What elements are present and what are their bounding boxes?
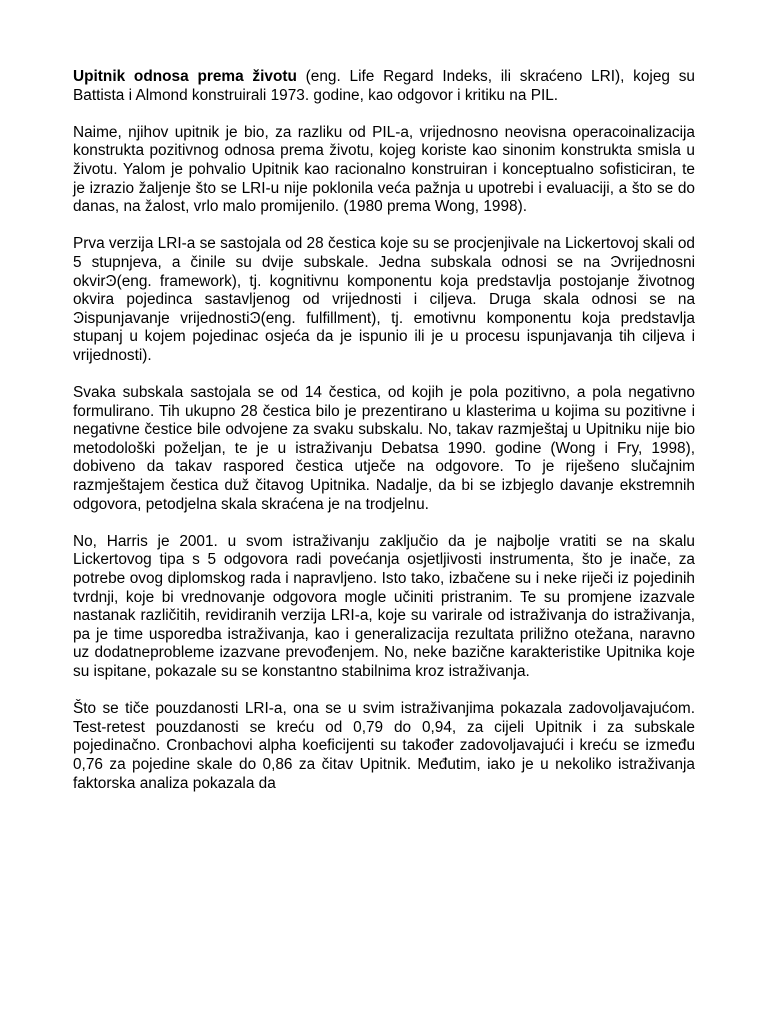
paragraph-3: Prva verzija LRI-a se sastojala od 28 čestica koje su se procjenjivale na Lickertovoj skali od 5 stupnjeva, a činile su dvije subskale. Jedna subskala odnosi se na Ͽvrijednosni okvirϿ(eng. framework), tj. kognitivnu komponentu koja predstavlja postojanje životnog okvira pojedinca sastavljenog od vrijednosti i ciljeva. Druga skala odnosi se na Ͽispunjavanje vrijednostiϿ(eng. fulfillment), tj. emotivnu komponentu koja predstavlja stupanj u kojem pojedinac osjeća da je ispunio ili je u procesu ispunjavanja tih ciljeva i vrijednosti).: [73, 235, 695, 364]
paragraph-5: No, Harris je 2001. u svom istraživanju zaključio da je najbolje vratiti se na skalu Lickertovog tipa s 5 odgovora radi povećanja osjetljivosti instrumenta, što je inače, za potrebe ovog diplomskog rada i napravljeno. Isto tako, izbačene su i neke riječi iz pojedinih tvrdnji, koje bi vrednovanje odgovora mogle učiniti pristranim. Te su promjene izazvale nastanak različitih, revidiranih verzija LRI-a, koje su varirale od istraživanja do istraživanja, pa je time usporedba istraživanja, kao i generalizacija rezultata priližno otežana, naravno uz dodatneprobleme izazvane prevođenjem. No, neke bazične karakteristike Upitnika koje su ispitane, pokazale su se konstantno stabilnima kroz istraživanja.: [73, 532, 695, 680]
paragraph-1: [73, 68, 695, 105]
paragraph-2: Naime, njihov upitnik je bio, za razliku od PIL-a, vrijednosno neovisna operacoinalizacija konstrukta pozitivnog odnosa prema životu, kojeg koriste kao sinonim konstrukta smisla u životu. Yalom je pohvalio Upitnik kao racionalno konstruiran i konceptualno sofisticiran, te je izrazio žaljenje što se LRI-u nije poklonila veća pažnja u upotrebi i evaluaciji, a što se do danas, na žalost, vrlo malo promijenilo. (1980 prema Wong, 1998).: [73, 123, 695, 216]
paragraph-6: Što se tiče pouzdanosti LRI-a, ona se u svim istraživanjima pokazala zadovoljavajućom. Test-retest pouzdanosti se kreću od 0,79 do 0,94, za cijeli Upitnik i za subskale pojedinačno. Cronbachovi alpha koeficijenti su također zadovoljavajući i kreću se između 0,76 za pojedine skale do 0,86 za čitav Upitnik. Međutim, iako je u nekoliko istraživanja faktorska analiza pokazala da: [73, 700, 695, 792]
paragraph-1-text: (eng. Life Regard Indeks, ili skraćeno LRI), kojeg su Battista i Almond konstruirali 1973. godine, kao odgovor i kritiku na PIL.: [73, 68, 695, 104]
paragraph-1-heading: Upitnik odnosa prema životu: [73, 68, 297, 85]
paragraph-4: Svaka subskala sastojala se od 14 čestica, od kojih je pola pozitivno, a pola negativno formulirano. Tih ukupno 28 čestica bilo je prezentirano u klasterima u kojima su pozitivne i negativne čestice bile odvojene za svaku subskalu. No, takav razmještaj u Upitniku nije bio metodološki poželjan, te je u istraživanju Debatsa 1990. godine (Wong i Fry, 1998), dobiveno da takav raspored čestica utječe na odgovore. To je riješeno slučajnim razmještajem čestica duž čitavog Upitnika. Nadalje, da bi se izbjeglo davanje ekstremnih odgovora, petodjelna skala skraćena je na trodjelnu.: [73, 384, 695, 513]
document-page: [73, 68, 695, 812]
